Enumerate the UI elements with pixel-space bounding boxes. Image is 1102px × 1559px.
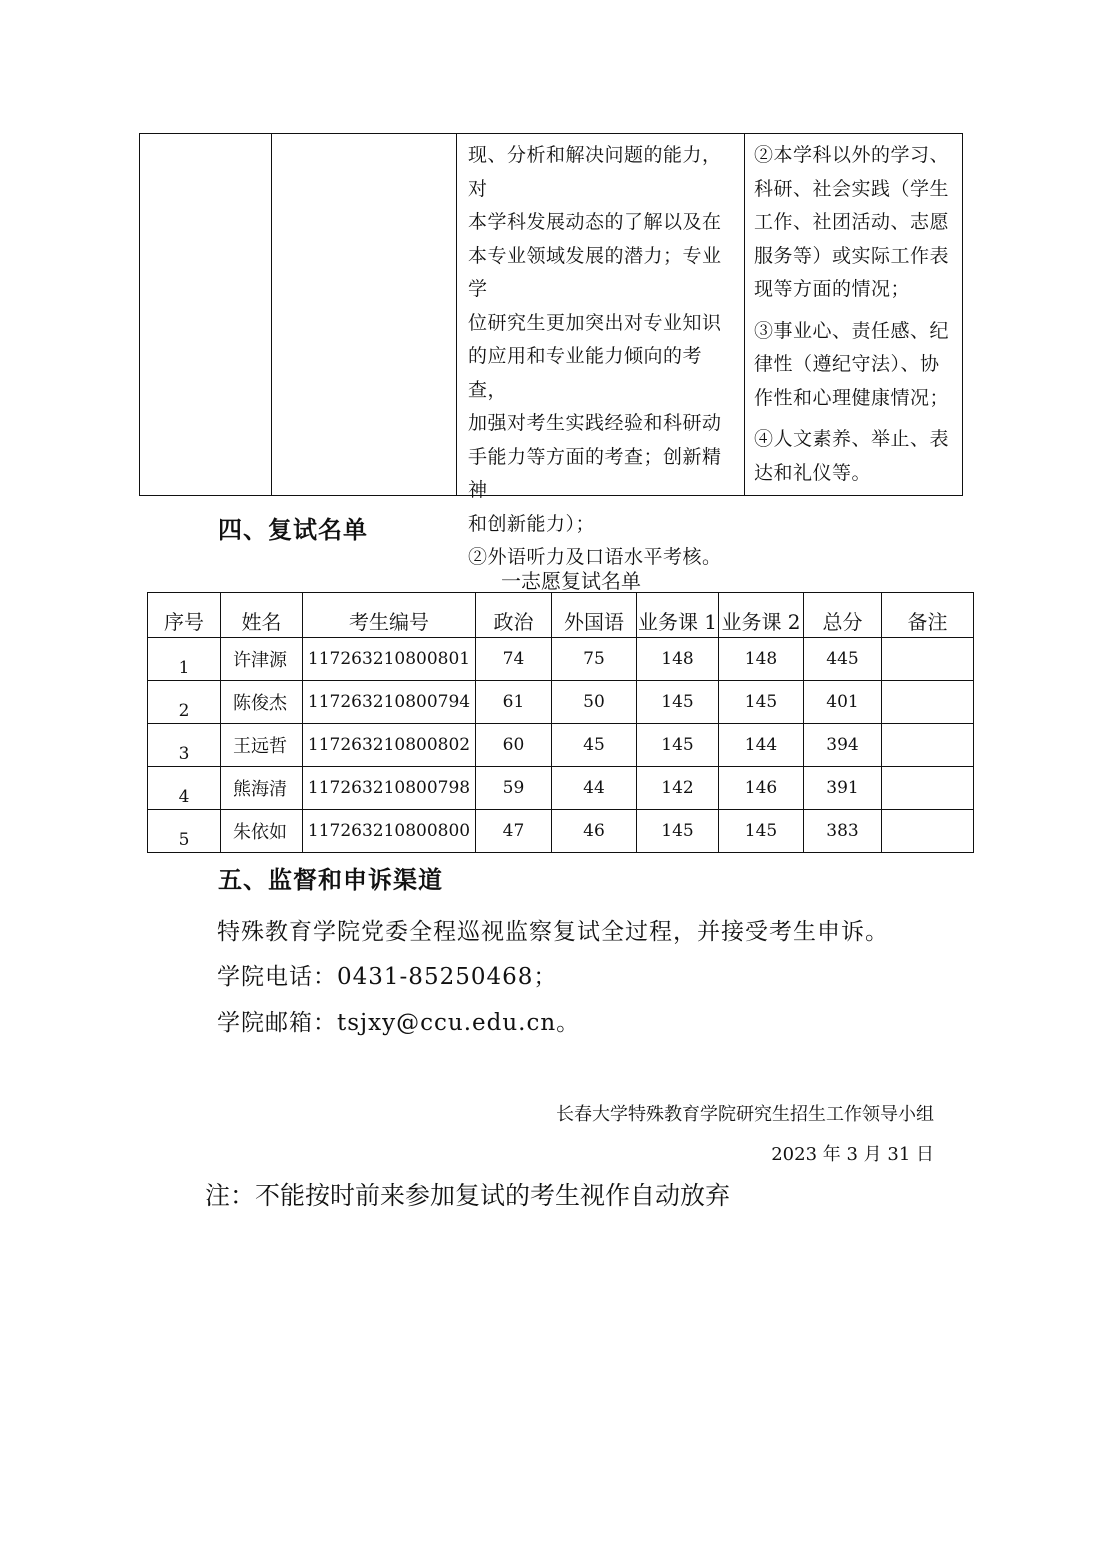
cell-note: [882, 810, 974, 853]
cell-note: [882, 638, 974, 681]
table-divider: [456, 134, 457, 495]
cell-name: 陈俊杰: [221, 681, 303, 724]
text-line: 律性（遵纪守法）、协: [754, 353, 940, 375]
text-line: 现等方面的情况；: [754, 278, 911, 300]
header-seq: 序号: [148, 593, 221, 638]
cell-id: 117263210800800: [303, 810, 476, 853]
cell-course2: 145: [719, 810, 804, 853]
table-divider: [744, 134, 745, 495]
cell-seq: 1: [148, 638, 221, 681]
cell-course2: 145: [719, 681, 804, 724]
cell-note: [882, 724, 974, 767]
cell-course2: 146: [719, 767, 804, 810]
header-total: 总分: [804, 593, 882, 638]
cell-note: [882, 681, 974, 724]
table-row: [148, 767, 974, 810]
cell-name: 熊海清: [221, 767, 303, 810]
cell-name: 许津源: [221, 638, 303, 681]
cell-course1: 145: [637, 724, 719, 767]
text-line: 加强对考生实践经验和科研动: [468, 412, 722, 434]
cell-course1: 145: [637, 810, 719, 853]
cell-note: [882, 767, 974, 810]
supervision-text: 特殊教育学院党委全程巡视监察复试全过程，并接受考生申诉。: [217, 919, 889, 945]
text-line: 位研究生更加突出对专业知识: [468, 311, 722, 334]
cell-seq: 4: [148, 767, 221, 810]
text-line: 和创新能力）；: [468, 512, 596, 535]
header-id: 考生编号: [303, 593, 476, 638]
cell-id: 117263210800798: [303, 767, 476, 810]
cell-id: 117263210800794: [303, 681, 476, 724]
cell-seq: 5: [148, 810, 221, 853]
signature-date: 2023 年 3 月 31 日: [771, 1144, 934, 1165]
table-row: [148, 810, 974, 853]
retest-list-table: [147, 592, 974, 853]
table-header-row: [148, 593, 974, 638]
header-course2: 业务课 2: [719, 593, 804, 638]
text-line: 本学科发展动态的了解以及在: [468, 211, 722, 233]
text-line: 手能力等方面的考查；创新精神: [468, 445, 722, 501]
text-line: 科研、社会实践（学生: [754, 177, 950, 200]
cell-foreign: 75: [552, 638, 637, 681]
text-line: 服务等）或实际工作表: [754, 244, 950, 267]
cell-name: 朱依如: [221, 810, 303, 853]
section4-heading: 四、复试名单: [218, 516, 368, 544]
header-foreign: 外国语: [552, 593, 637, 638]
text-line: 工作、社团活动、志愿: [754, 211, 950, 233]
cell-total: 445: [804, 638, 882, 681]
cell-foreign: 46: [552, 810, 637, 853]
cell-course1: 145: [637, 681, 719, 724]
header-name: 姓名: [221, 593, 303, 638]
text-line: ②本学科以外的学习、: [754, 144, 950, 166]
text-line: 本专业领域发展的潜力；专业学: [468, 244, 722, 300]
header-note: 备注: [882, 593, 974, 638]
cell-total: 383: [804, 810, 882, 853]
cell-course2: 148: [719, 638, 804, 681]
cell-seq: 2: [148, 681, 221, 724]
cell-politics: 47: [476, 810, 552, 853]
text-line: ②外语听力及口语水平考核。: [468, 546, 722, 568]
cell-id: 117263210800802: [303, 724, 476, 767]
text-line: ④人文素养、举止、表: [754, 428, 950, 450]
cell-politics: 59: [476, 767, 552, 810]
section5-heading: 五、监督和申诉渠道: [218, 866, 443, 894]
text-line: 的应用和专业能力倾向的考查，: [468, 345, 703, 401]
footnote: 注：不能按时前来参加复试的考生视作自动放弃: [205, 1181, 731, 1210]
table-row: [148, 638, 974, 681]
college-phone: 学院电话：0431-85250468；: [217, 964, 558, 990]
header-course1: 业务课 1: [637, 593, 719, 638]
cell-politics: 60: [476, 724, 552, 767]
cell-course1: 142: [637, 767, 719, 810]
cell-id: 117263210800801: [303, 638, 476, 681]
cell-total: 391: [804, 767, 882, 810]
text-line: ③事业心、责任感、纪: [754, 319, 950, 342]
cell-politics: 61: [476, 681, 552, 724]
text-line: 作性和心理健康情况；: [754, 386, 950, 409]
text-line: 现、分析和解决问题的能力，对: [468, 144, 722, 200]
table-divider: [271, 134, 272, 495]
criteria-col4-text: [754, 139, 960, 490]
cell-total: 401: [804, 681, 882, 724]
college-email: 学院邮箱：tsjxy@ccu.edu.cn。: [217, 1010, 581, 1036]
text-line: 达和礼仪等。: [754, 461, 872, 484]
table-row: [148, 724, 974, 767]
criteria-col3-text: [468, 139, 740, 575]
cell-politics: 74: [476, 638, 552, 681]
table-row: [148, 681, 974, 724]
cell-course1: 148: [637, 638, 719, 681]
cell-seq: 3: [148, 724, 221, 767]
header-politics: 政治: [476, 593, 552, 638]
cell-total: 394: [804, 724, 882, 767]
cell-foreign: 50: [552, 681, 637, 724]
cell-foreign: 45: [552, 724, 637, 767]
cell-name: 王远哲: [221, 724, 303, 767]
cell-course2: 144: [719, 724, 804, 767]
cell-foreign: 44: [552, 767, 637, 810]
signature-org: 长春大学特殊教育学院研究生招生工作领导小组: [556, 1104, 934, 1125]
table-caption: 一志愿复试名单: [501, 569, 641, 593]
